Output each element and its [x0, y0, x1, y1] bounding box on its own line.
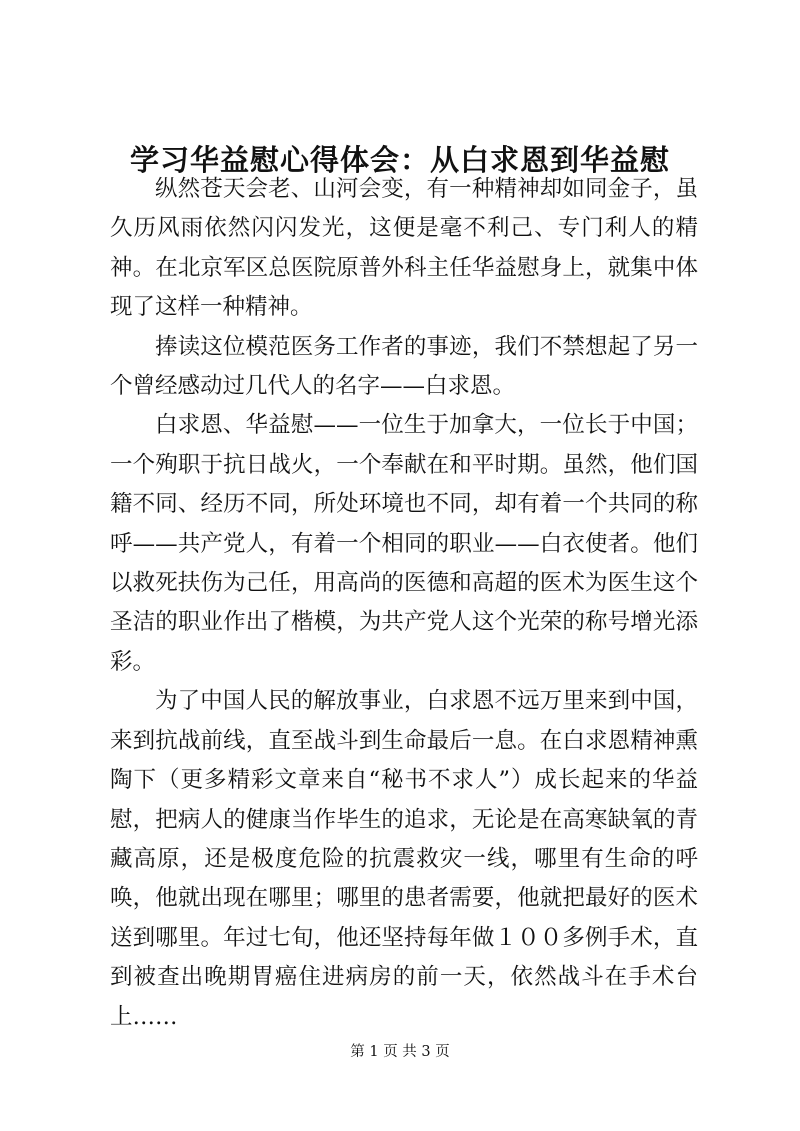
- paragraph-1: 纵然苍天会老、山河会变，有一种精神却如同金子，虽久历风雨依然闪闪发光，这便是毫不利己、专门利人的精神。在北京军区总医院原普外科主任华益慰身上，就集中体现了这样一种精神。: [110, 176, 698, 321]
- paragraph-4: 为了中国人民的解放事业，白求恩不远万里来到中国，来到抗战前线，直至战斗到生命最后一息。在白求恩精神熏陶下（更多精彩文章来自“秘书不求人”）成长起来的华益慰，把病人的健康当作毕生的追求，无论是在高寒缺氧的青藏高原，还是极度危险的抗震救灾一线，哪里有生命的呼唤，他就出现在哪里；哪里的患者需要，他就把最好的医术送到哪里。年过七旬，他还坚持每年做１００多例手术，直到被查出晚期胃癌住进病房的前一天，依然战斗在手术台上……: [110, 688, 698, 1030]
- paragraph-2: 捧读这位模范医务工作者的事迹，我们不禁想起了另一个曾经感动过几代人的名字——白求恩。: [110, 333, 698, 400]
- document-body: [110, 170, 698, 1037]
- document-title: 学习华益慰心得体会：从白求恩到华益慰: [129, 143, 670, 177]
- paragraph-3: 白求恩、华益慰——一位生于加拿大，一位长于中国；一个殉职于抗日战火，一个奉献在和平时期。虽然，他们国籍不同、经历不同，所处环境也不同，却有着一个共同的称呼——共产党人，有着一个相同的职业——白衣使者。他们以救死扶伤为己任，用高尚的医德和高超的医术为医生这个圣洁的职业作出了楷模，为共产党人这个光荣的称号增光添彩。: [110, 412, 698, 675]
- page-footer: [0, 1042, 800, 1062]
- page-number: 第 1 页 共 3 页: [350, 1044, 450, 1060]
